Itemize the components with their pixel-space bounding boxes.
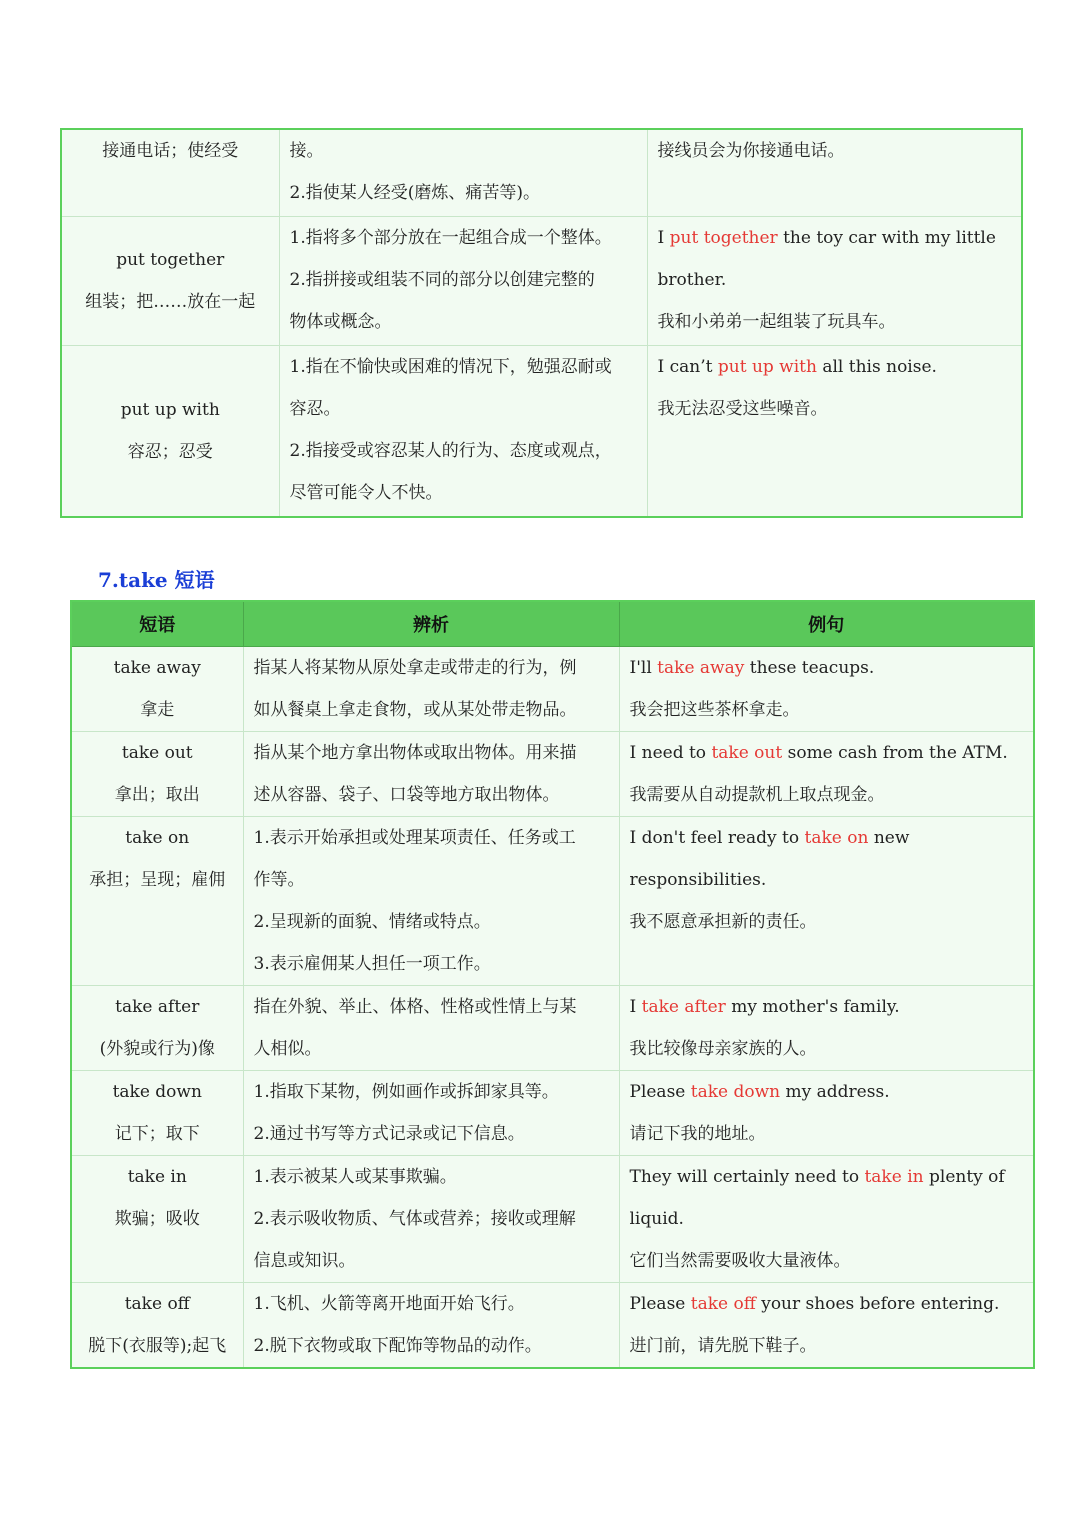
phrase-en: take down — [112, 1082, 202, 1102]
example-cell — [619, 817, 1034, 986]
header-analysis: 辨析 — [243, 601, 619, 647]
highlighted-phrase: take down — [690, 1082, 781, 1102]
analysis-line: 2.表示吸收物质、气体或营养；接收或理解 — [253, 1209, 576, 1229]
example-en — [630, 647, 1026, 689]
example-cn: 它们当然需要吸收大量液体。 — [629, 1251, 851, 1271]
analysis-cell — [279, 217, 647, 346]
analysis-cell — [243, 1156, 619, 1283]
example-text: plenty of liquid. — [629, 1167, 1005, 1229]
phrase-en: put together — [116, 250, 225, 270]
analysis-line: 2.通过书写等方式记录或记下信息。 — [253, 1124, 525, 1144]
example-cell — [647, 346, 1022, 518]
analysis-cell — [243, 732, 619, 817]
phrase-en: put up with — [120, 400, 220, 420]
section-title: 7.take 短语 — [98, 568, 215, 592]
analysis-cell — [243, 647, 619, 732]
phrase-cell — [61, 129, 279, 217]
example-cn: 我会把这些茶杯拿走。 — [629, 700, 800, 720]
example-text: all this noise. — [816, 357, 937, 377]
example-cn: 我比较像母亲家族的人。 — [629, 1039, 817, 1059]
analysis-line: 指在外貌、举止、体格、性格或性情上与某 — [253, 997, 577, 1017]
analysis-cell — [279, 129, 647, 217]
phrase-cell — [71, 817, 243, 986]
example-cn: 我无法忍受这些噪音。 — [657, 399, 828, 419]
analysis-line: 作等。 — [253, 870, 305, 890]
table-row — [71, 1156, 1034, 1283]
example-cn: 请记下我的地址。 — [629, 1124, 766, 1144]
analysis-line: 2.指使某人经受(磨炼、痛苦等)。 — [289, 183, 540, 203]
analysis-cell — [279, 346, 647, 518]
phrase-cell — [61, 346, 279, 518]
example-cn: 我不愿意承担新的责任。 — [629, 912, 817, 932]
analysis-line: 1.表示开始承担或处理某项责任、任务或工 — [253, 828, 576, 848]
example-text: I — [657, 228, 670, 248]
highlighted-phrase: put together — [669, 228, 778, 248]
highlighted-phrase: take away — [657, 658, 745, 678]
example-text: Please — [629, 1082, 691, 1102]
example-en — [658, 217, 1014, 259]
analysis-line: 2.呈现新的面貌、情绪或特点。 — [253, 912, 491, 932]
analysis-cell — [243, 817, 619, 986]
phrase-meaning: 拿走 — [140, 700, 175, 720]
analysis-line: 指从某个地方拿出物体或取出物体。用来描 — [253, 743, 577, 763]
highlighted-phrase: put up with — [717, 357, 817, 377]
example-en — [630, 1071, 1026, 1113]
analysis-cell — [243, 1283, 619, 1369]
analysis-line: 3.表示雇佣某人担任一项工作。 — [253, 954, 491, 974]
example-cn: 我需要从自动提款机上取点现金。 — [629, 785, 885, 805]
phrase-cell — [71, 986, 243, 1071]
analysis-line: 2.指拼接或组装不同的部分以创建完整的 — [289, 270, 595, 290]
analysis-line: 述从容器、袋子、口袋等地方取出物体。 — [253, 785, 560, 805]
phrase-meaning: (外貌或行为)像 — [99, 1039, 215, 1059]
example-en — [630, 732, 1026, 774]
analysis-line: 1.指取下某物，例如画作或拆卸家具等。 — [253, 1082, 559, 1102]
example-text: I can’t — [657, 357, 718, 377]
highlighted-phrase: take on — [804, 828, 869, 848]
table-row — [71, 817, 1034, 986]
example-en — [630, 986, 1026, 1028]
table-header-row — [71, 601, 1034, 647]
example-en — [630, 1156, 1026, 1240]
example-cn: 我和小弟弟一起组装了玩具车。 — [657, 312, 896, 332]
phrase-cell — [61, 217, 279, 346]
analysis-line: 信息或知识。 — [253, 1251, 356, 1271]
phrase-en: take out — [121, 743, 193, 763]
example-text: I — [629, 997, 642, 1017]
table-row — [71, 647, 1034, 732]
example-text: Please — [629, 1294, 691, 1314]
continuation-table — [60, 128, 1023, 518]
phrase-meaning: 承担；呈现；雇佣 — [89, 870, 226, 890]
phrase-meaning: 记下；取下 — [114, 1124, 200, 1144]
phrase-en: take on — [125, 828, 190, 848]
analysis-line: 尽管可能令人不快。 — [289, 483, 443, 503]
example-text: I need to — [629, 743, 712, 763]
analysis-line: 人相似。 — [253, 1039, 322, 1059]
example-en — [658, 346, 1014, 388]
example-en — [630, 1283, 1026, 1325]
example-en — [630, 817, 1026, 901]
phrase-cell — [71, 1283, 243, 1369]
example-text: I don't feel ready to — [629, 828, 805, 848]
example-cell — [619, 732, 1034, 817]
take-table-body — [71, 647, 1034, 1369]
example-cell — [619, 986, 1034, 1071]
analysis-line: 物体或概念。 — [289, 312, 392, 332]
header-phrase: 短语 — [71, 601, 243, 647]
analysis-line: 1.表示被某人或某事欺骗。 — [253, 1167, 457, 1187]
analysis-cell — [243, 986, 619, 1071]
analysis-line: 如从餐桌上拿走食物，或从某处带走物品。 — [253, 700, 577, 720]
phrase-meaning: 拿出；取出 — [114, 785, 200, 805]
phrase-en: take off — [124, 1294, 190, 1314]
analysis-line: 1.飞机、火箭等离开地面开始飞行。 — [253, 1294, 525, 1314]
example-text: They will certainly need to — [629, 1167, 865, 1187]
phrase-cell — [71, 1156, 243, 1283]
highlighted-phrase: take after — [641, 997, 726, 1017]
example-text: I'll — [629, 658, 658, 678]
phrase-meaning: 容忍；忍受 — [127, 442, 213, 462]
phrase-en: take away — [113, 658, 201, 678]
phrase-en: take after — [115, 997, 200, 1017]
example-cell — [647, 129, 1022, 217]
example-text: the toy car with my little — [777, 228, 996, 248]
highlighted-phrase: take in — [864, 1167, 924, 1187]
analysis-line: 1.指将多个部分放在一起组合成一个整体。 — [289, 228, 612, 248]
example-text: these teacups. — [744, 658, 875, 678]
phrase-meaning: 欺骗；吸收 — [114, 1209, 200, 1229]
example-cell — [619, 1283, 1034, 1369]
phrase-cell — [71, 732, 243, 817]
example-cell — [619, 647, 1034, 732]
example-text: new responsibilities. — [629, 828, 910, 890]
table-row — [61, 346, 1022, 518]
phrase-cell — [71, 647, 243, 732]
analysis-line: 接。 — [289, 141, 324, 161]
example-text: my mother's family. — [725, 997, 900, 1017]
example-text: your shoes before entering. — [755, 1294, 1000, 1314]
highlighted-phrase: take off — [690, 1294, 756, 1314]
table-row — [61, 129, 1022, 217]
example-cn: 进门前，请先脱下鞋子。 — [629, 1336, 817, 1356]
example-text: my address. — [780, 1082, 890, 1102]
analysis-line: 2.脱下衣物或取下配饰等物品的动作。 — [253, 1336, 542, 1356]
example-cell — [619, 1071, 1034, 1156]
phrase-meaning: 脱下(衣服等);起飞 — [88, 1336, 227, 1356]
example-cn: 接线员会为你接通电话。 — [657, 141, 845, 161]
analysis-line: 2.指接受或容忍某人的行为、态度或观点， — [289, 441, 612, 461]
phrase-cell — [71, 1071, 243, 1156]
analysis-line: 指某人将某物从原处拿走或带走的行为，例 — [253, 658, 577, 678]
example-en-cont: brother. — [657, 270, 727, 290]
phrase-meaning: 组装；把……放在一起 — [85, 292, 256, 312]
example-cell — [619, 1156, 1034, 1283]
phrase-meaning: 接通电话；使经受 — [102, 141, 239, 161]
table-row — [71, 1071, 1034, 1156]
table-row — [71, 732, 1034, 817]
table-row — [61, 217, 1022, 346]
take-phrases-table — [70, 600, 1035, 1369]
analysis-line: 容忍。 — [289, 399, 341, 419]
example-cell — [647, 217, 1022, 346]
table-row — [71, 986, 1034, 1071]
example-text: some cash from the ATM. — [782, 743, 1008, 763]
highlighted-phrase: take out — [711, 743, 783, 763]
phrase-en: take in — [127, 1167, 187, 1187]
table-row — [71, 1283, 1034, 1369]
analysis-cell — [243, 1071, 619, 1156]
header-example: 例句 — [619, 601, 1034, 647]
analysis-line: 1.指在不愉快或困难的情况下，勉强忍耐或 — [289, 357, 612, 377]
